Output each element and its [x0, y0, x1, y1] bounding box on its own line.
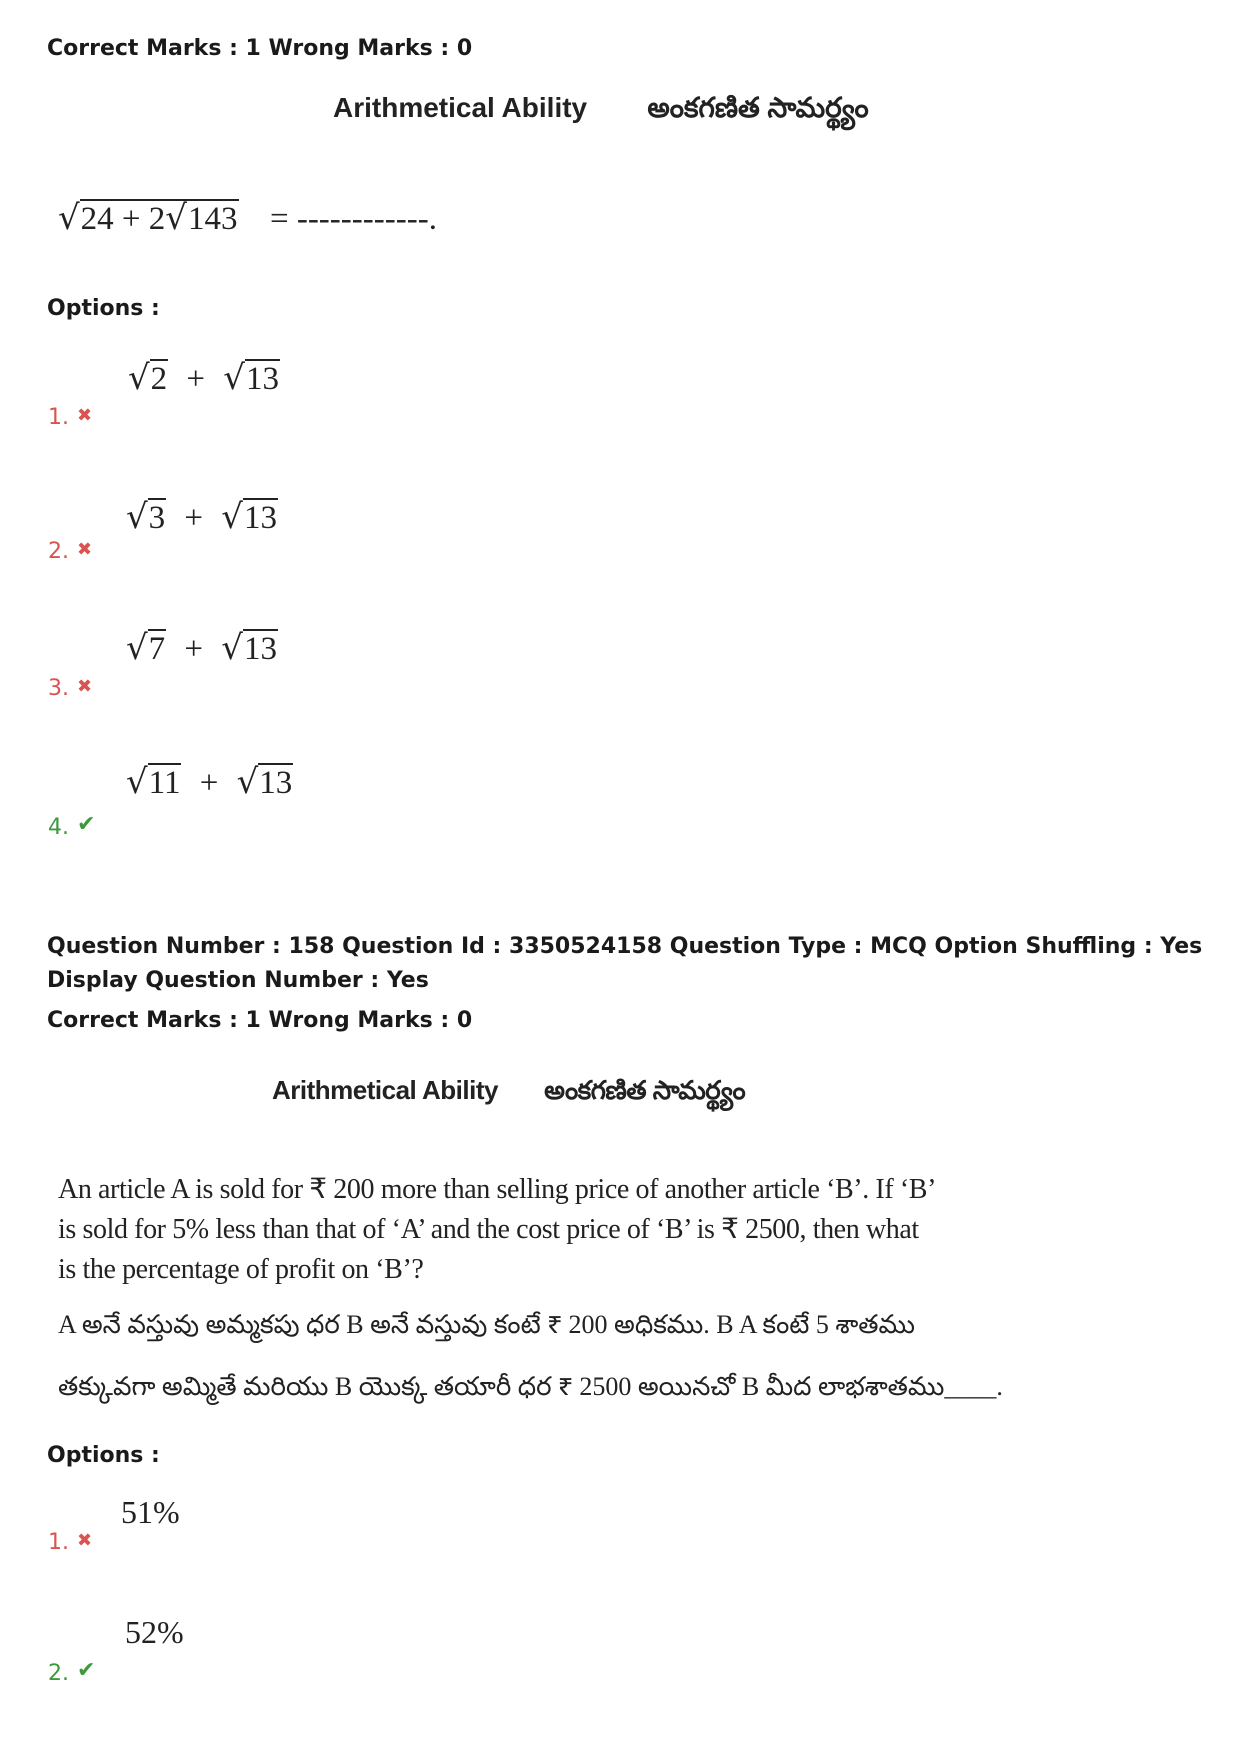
option-number: 3.: [48, 676, 69, 701]
option-number: 1.: [48, 405, 69, 430]
outer-radicand: 24 + 2: [80, 201, 166, 237]
q158-meta-line-1: Question Number : 158 Question Id : 3350524158 Question Type : MCQ Option Shuffling : Yes: [47, 934, 1203, 959]
option-radicand-b: 13: [245, 361, 279, 397]
q157-option-2[interactable]: [48, 539, 92, 564]
wrong-icon: ✖: [77, 676, 93, 697]
wrong-icon: ✖: [77, 539, 93, 560]
inner-radicand: 143: [187, 201, 238, 237]
q158-options-label: Options :: [47, 1443, 160, 1468]
option-number: 2.: [48, 1661, 69, 1686]
option-radicand-a: 11: [148, 765, 181, 801]
subject-heading-english: Arithmetical Ability: [333, 92, 588, 123]
q157-option-1[interactable]: [48, 405, 92, 430]
q158-option-1-text: 51%: [121, 1494, 180, 1530]
option-radicand-b: 13: [243, 500, 277, 536]
plus-sign: +: [199, 765, 219, 801]
option-radicand-a: 7: [148, 631, 166, 667]
inner-square-root: √143: [165, 198, 238, 238]
q158-option-2-text: 52%: [125, 1614, 184, 1650]
q157-option-4[interactable]: [48, 812, 95, 840]
plus-sign: +: [184, 631, 204, 667]
option-radicand-a: 2: [150, 361, 168, 397]
option-radicand-b: 13: [243, 631, 277, 667]
q157-question-expression: [58, 198, 437, 238]
q158-option-2[interactable]: [48, 1658, 95, 1686]
q158-meta-line-2: Display Question Number : Yes: [47, 968, 429, 993]
q158-question-telugu-line-2: తక్కువగా అమ్మితే మరియు B యొక్క తయారీ ధర ₹ 2500 అయినచో B మీద లాభశాతము____.: [58, 1372, 1003, 1401]
blank-answer: = ------------.: [269, 201, 437, 237]
q157-option-3-expression: √7 + √13: [126, 628, 277, 668]
q157-option-4-expression: √11 + √13: [126, 762, 293, 802]
subject-heading-telugu: అంకగణిత సామర్థ్యం: [647, 92, 869, 123]
option-number: 4.: [48, 815, 69, 840]
q157-option-2-expression: √3 + √13: [126, 497, 277, 537]
wrong-icon: ✖: [77, 405, 93, 426]
checkmark-icon: ✔: [77, 812, 96, 837]
q157-option-1-expression: √2 + √13: [128, 358, 279, 398]
subject-heading-english: Arithmetical Ability: [272, 1075, 498, 1105]
q158-marks: Correct Marks : 1 Wrong Marks : 0: [47, 1008, 473, 1033]
wrong-icon: ✖: [77, 1530, 93, 1551]
checkmark-icon: ✔: [77, 1658, 96, 1683]
q157-subject-heading: [333, 92, 869, 131]
q158-subject-heading: [272, 1075, 745, 1112]
subject-heading-telugu: అంకగణిత సామర్థ్యం: [544, 1075, 746, 1105]
option-radicand-a: 3: [148, 500, 166, 536]
q158-option-1[interactable]: [48, 1530, 92, 1555]
plus-sign: +: [186, 361, 206, 397]
q158-question-english: An article A is sold for ₹ 200 more than selling price of another article ‘B’. If ‘B’ is sold for 5% less than that of ‘A’ and the cost price of ‘B’ is ₹ 2500, then what is the percentage of profit on ‘B’?: [58, 1174, 934, 1285]
plus-sign: +: [184, 500, 204, 536]
outer-square-root: √24 + 2√143: [58, 198, 238, 238]
option-number: 1.: [48, 1530, 69, 1555]
q157-option-3[interactable]: [48, 676, 92, 701]
q157-marks: Correct Marks : 1 Wrong Marks : 0: [47, 36, 473, 61]
q157-options-label: Options :: [47, 296, 160, 321]
option-number: 2.: [48, 539, 69, 564]
option-radicand-b: 13: [259, 765, 293, 801]
q158-question-telugu-line-1: A అనే వస్తువు అమ్మకపు ధర B అనే వస్తువు కంటే ₹ 200 అధికము. B A కంటే 5 శాతము: [58, 1310, 916, 1339]
